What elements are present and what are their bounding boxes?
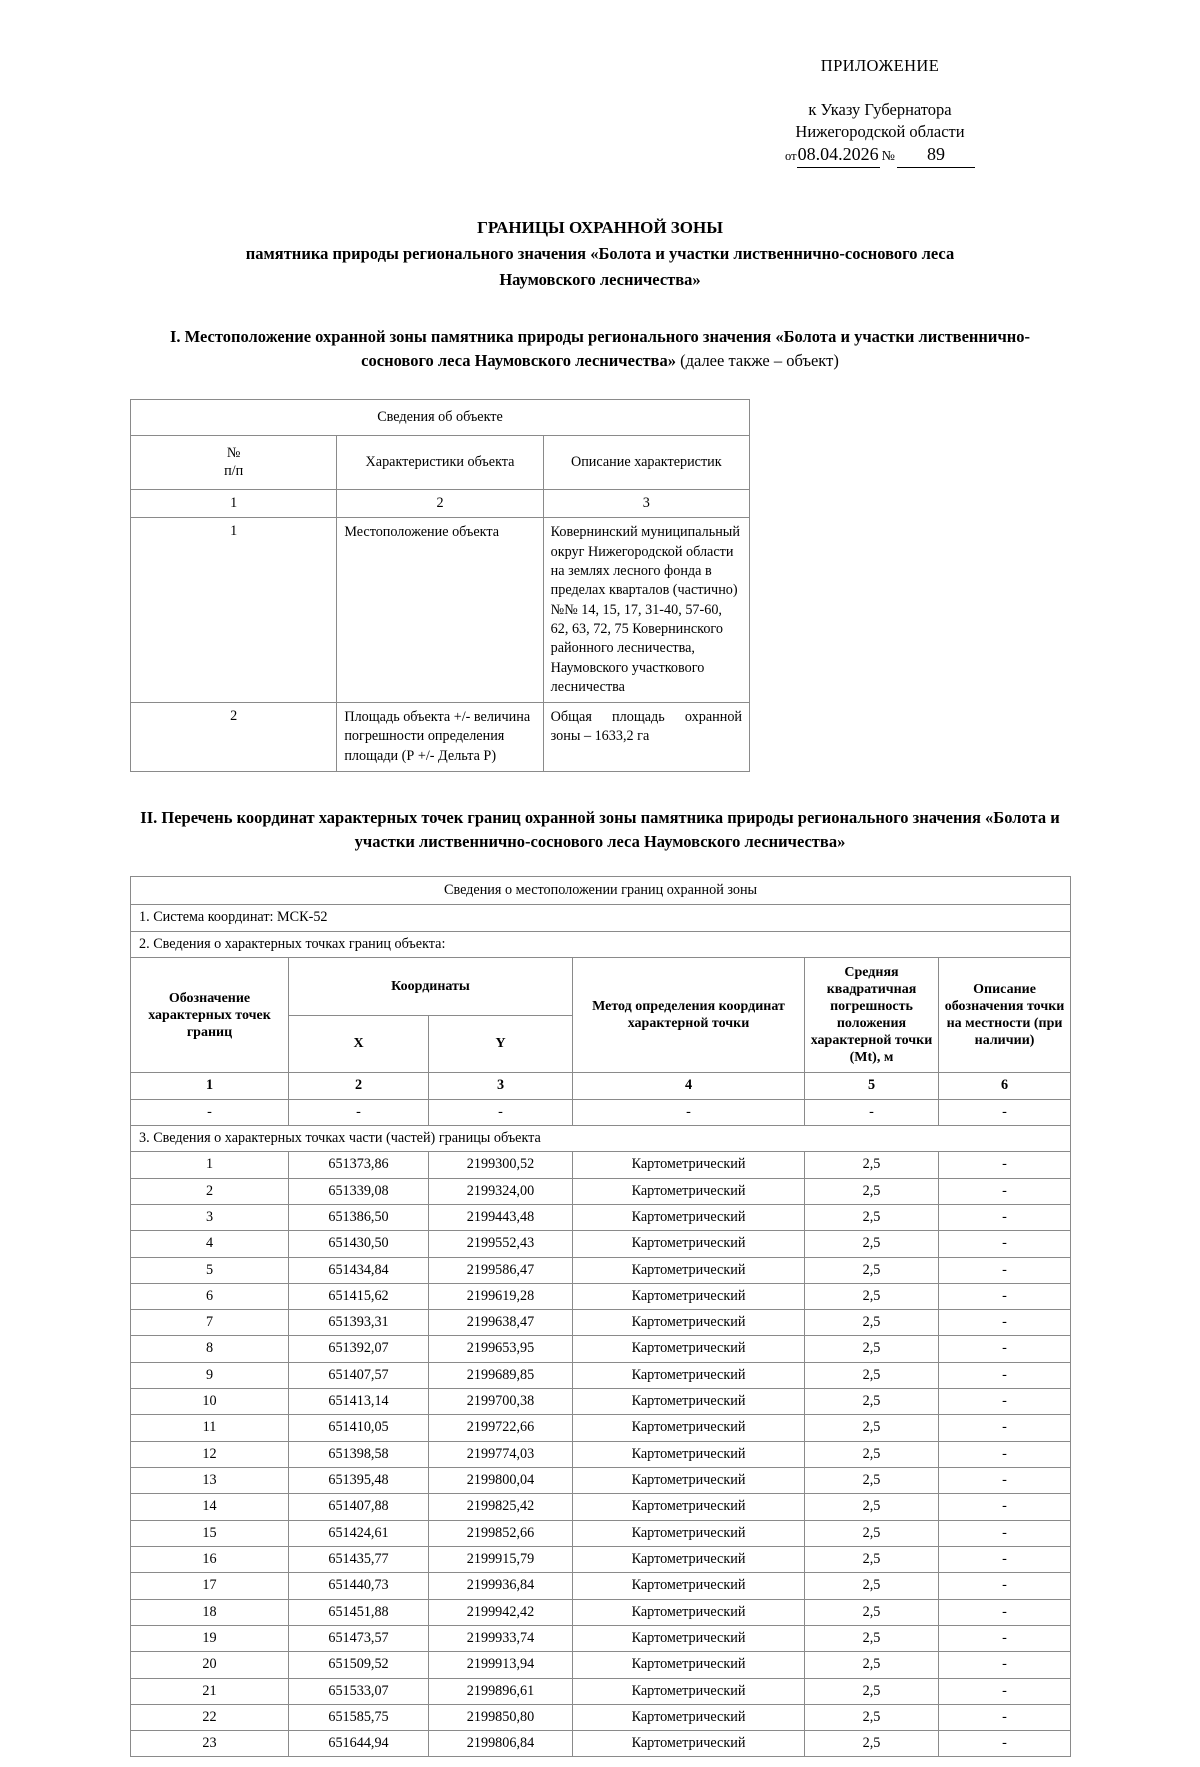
error-value: 2,5: [805, 1204, 939, 1230]
header-description: Описание характеристик: [543, 435, 749, 490]
coord-y: 2199722,66: [429, 1415, 573, 1441]
table-row: [131, 1415, 1071, 1441]
onsite-description: -: [939, 1468, 1071, 1494]
table-row-subcaption-1: [131, 905, 1071, 931]
method: Картометрический: [573, 1178, 805, 1204]
coord-x: 651393,31: [289, 1310, 429, 1336]
header-coordinates: Координаты: [289, 957, 573, 1015]
error-value: 2,5: [805, 1599, 939, 1625]
coordinate-system-line: 1. Система координат: МСК-52: [131, 905, 1071, 931]
coord-x: 651424,61: [289, 1520, 429, 1546]
colnum-2: 2: [289, 1073, 429, 1099]
coord-x: 651373,86: [289, 1152, 429, 1178]
point-number: 17: [131, 1573, 289, 1599]
error-value: 2,5: [805, 1336, 939, 1362]
point-number: 1: [131, 1152, 289, 1178]
point-number: 4: [131, 1231, 289, 1257]
method: Картометрический: [573, 1415, 805, 1441]
empty-cell-1: -: [131, 1099, 289, 1125]
method: Картометрический: [573, 1599, 805, 1625]
point-number: 13: [131, 1468, 289, 1494]
method: Картометрический: [573, 1546, 805, 1572]
point-number: 15: [131, 1520, 289, 1546]
method: Картометрический: [573, 1257, 805, 1283]
page-subtitle-line-1: памятника природы регионального значения «Болота и участки лиственнично-соснового леса: [245, 244, 955, 264]
coord-x: 651533,07: [289, 1678, 429, 1704]
coord-y: 2199619,28: [429, 1283, 573, 1309]
coord-y: 2199689,85: [429, 1362, 573, 1388]
method: Картометрический: [573, 1678, 805, 1704]
row-2-no: 2: [131, 703, 337, 772]
coord-x: 651585,75: [289, 1704, 429, 1730]
coord-x: 651407,88: [289, 1494, 429, 1520]
point-number: 5: [131, 1257, 289, 1283]
onsite-description: -: [939, 1389, 1071, 1415]
table-row: [131, 1362, 1071, 1388]
onsite-description: -: [939, 1231, 1071, 1257]
decree-date: 08.04.2026: [797, 143, 880, 168]
point-number: 14: [131, 1494, 289, 1520]
coord-y: 2199774,03: [429, 1441, 573, 1467]
coord-x: 651398,58: [289, 1441, 429, 1467]
table-row: [131, 1573, 1071, 1599]
table-row-header: [131, 435, 750, 490]
error-value: 2,5: [805, 1257, 939, 1283]
empty-cell-3: -: [429, 1099, 573, 1125]
table-row-empty: [131, 1099, 1071, 1125]
table-row: [131, 1389, 1071, 1415]
colnum-2: 2: [337, 490, 543, 518]
table-row: [131, 518, 750, 703]
table-row-caption: [131, 399, 750, 435]
page-subtitle-line-2: Наумовского лесничества»: [499, 269, 701, 289]
point-number: 10: [131, 1389, 289, 1415]
table-row: [131, 1336, 1071, 1362]
header-characteristic: Характеристики объекта: [337, 435, 543, 490]
object-info-table: [130, 399, 750, 772]
coord-x: 651430,50: [289, 1231, 429, 1257]
table-row: [131, 1468, 1071, 1494]
table-row: [131, 1731, 1071, 1757]
point-number: 19: [131, 1625, 289, 1651]
table-row: [131, 1546, 1071, 1572]
onsite-description: -: [939, 1678, 1071, 1704]
onsite-description: -: [939, 1336, 1071, 1362]
method: Картометрический: [573, 1389, 805, 1415]
onsite-description: -: [939, 1652, 1071, 1678]
table-row: [131, 1283, 1071, 1309]
point-number: 8: [131, 1336, 289, 1362]
error-value: 2,5: [805, 1152, 939, 1178]
onsite-description: -: [939, 1204, 1071, 1230]
colnum-4: 4: [573, 1073, 805, 1099]
colnum-1: 1: [131, 1073, 289, 1099]
table-row: [131, 1652, 1071, 1678]
table-row: [131, 1704, 1071, 1730]
coord-y: 2199913,94: [429, 1652, 573, 1678]
table-row: [131, 1599, 1071, 1625]
error-value: 2,5: [805, 1573, 939, 1599]
header-no: [131, 435, 337, 490]
error-value: 2,5: [805, 1441, 939, 1467]
header-no-line2: п/п: [224, 462, 244, 479]
method: Картометрический: [573, 1204, 805, 1230]
coord-x: 651451,88: [289, 1599, 429, 1625]
error-value: 2,5: [805, 1546, 939, 1572]
section-1-heading-plain: (далее также – объект): [680, 350, 839, 370]
coord-y: 2199850,80: [429, 1704, 573, 1730]
table-row: [131, 1625, 1071, 1651]
empty-cell-6: -: [939, 1099, 1071, 1125]
table-row: [131, 1441, 1071, 1467]
table-row: [131, 1520, 1071, 1546]
error-value: 2,5: [805, 1652, 939, 1678]
coord-y: 2199300,52: [429, 1152, 573, 1178]
onsite-description: -: [939, 1152, 1071, 1178]
coord-x: 651407,57: [289, 1362, 429, 1388]
coord-y: 2199324,00: [429, 1178, 573, 1204]
coord-x: 651434,84: [289, 1257, 429, 1283]
coordinates-table: [130, 876, 1071, 1758]
point-number: 7: [131, 1310, 289, 1336]
table-row-subcaption-3: [131, 1125, 1071, 1151]
coord-y: 2199915,79: [429, 1546, 573, 1572]
header-onsite-description: Описание обозначения точки на местности (при наличии): [939, 957, 1071, 1072]
coord-y: 2199896,61: [429, 1678, 573, 1704]
error-value: 2,5: [805, 1389, 939, 1415]
table-row-column-numbers: [131, 490, 750, 518]
row-1-characteristic: Местоположение объекта: [337, 518, 543, 703]
coord-y: 2199800,04: [429, 1468, 573, 1494]
method: Картометрический: [573, 1625, 805, 1651]
coord-x: 651509,52: [289, 1652, 429, 1678]
coord-x: 651413,14: [289, 1389, 429, 1415]
onsite-description: -: [939, 1546, 1071, 1572]
number-sign: №: [881, 149, 895, 165]
section-2-heading: II. Перечень координат характерных точек границ охранной зоны памятника природы регионального значения «Болота и участки лиственнично-соснового леса Наумовского лесничества»: [140, 808, 1060, 852]
header-no-line1: №: [226, 444, 241, 461]
point-number: 18: [131, 1599, 289, 1625]
decree-number: 89: [897, 143, 975, 168]
error-value: 2,5: [805, 1310, 939, 1336]
table-row: [131, 1494, 1071, 1520]
row-1-no: 1: [131, 518, 337, 703]
method: Картометрический: [573, 1704, 805, 1730]
method: Картометрический: [573, 1362, 805, 1388]
decree-line-1: к Указу Губернатора: [808, 99, 952, 119]
coord-y: 2199552,43: [429, 1231, 573, 1257]
method: Картометрический: [573, 1520, 805, 1546]
method: Картометрический: [573, 1731, 805, 1757]
method: Картометрический: [573, 1494, 805, 1520]
coord-x: 651392,07: [289, 1336, 429, 1362]
table-row-subcaption-2: [131, 931, 1071, 957]
error-value: 2,5: [805, 1231, 939, 1257]
error-value: 2,5: [805, 1468, 939, 1494]
coord-y: 2199806,84: [429, 1731, 573, 1757]
empty-cell-2: -: [289, 1099, 429, 1125]
header-method: Метод определения координат характерной точки: [573, 957, 805, 1072]
row-2-characteristic: Площадь объекта +/- величина погрешности определения площади (Р +/- Дельта Р): [337, 703, 543, 772]
table-row: [131, 1204, 1071, 1230]
coord-y: 2199638,47: [429, 1310, 573, 1336]
table-row-column-numbers: [131, 1073, 1071, 1099]
colnum-5: 5: [805, 1073, 939, 1099]
empty-cell-5: -: [805, 1099, 939, 1125]
coord-y: 2199936,84: [429, 1573, 573, 1599]
table-row: [131, 1152, 1071, 1178]
onsite-description: -: [939, 1704, 1071, 1730]
method: Картометрический: [573, 1573, 805, 1599]
point-number: 22: [131, 1704, 289, 1730]
coord-y: 2199700,38: [429, 1389, 573, 1415]
points-info-line: 2. Сведения о характерных точках границ объекта:: [131, 931, 1071, 957]
header-y: Y: [429, 1015, 573, 1073]
point-number: 21: [131, 1678, 289, 1704]
coord-y: 2199443,48: [429, 1204, 573, 1230]
coord-x: 651435,77: [289, 1546, 429, 1572]
header-x: X: [289, 1015, 429, 1073]
onsite-description: -: [939, 1625, 1071, 1651]
table-row: [131, 703, 750, 772]
error-value: 2,5: [805, 1178, 939, 1204]
error-value: 2,5: [805, 1494, 939, 1520]
section-1-heading: [130, 325, 1070, 373]
point-number: 2: [131, 1178, 289, 1204]
decree-line-2: Нижегородской области: [795, 121, 965, 141]
point-number: 6: [131, 1283, 289, 1309]
method: Картометрический: [573, 1152, 805, 1178]
error-value: 2,5: [805, 1283, 939, 1309]
point-number: 16: [131, 1546, 289, 1572]
object-info-caption: Сведения об объекте: [131, 399, 750, 435]
table-row-caption: [131, 876, 1071, 904]
row-2-description: Общая площадь охранной зоны – 1633,2 га: [543, 703, 749, 772]
point-number: 3: [131, 1204, 289, 1230]
onsite-description: -: [939, 1310, 1071, 1336]
method: Картометрический: [573, 1310, 805, 1336]
coord-y: 2199942,42: [429, 1599, 573, 1625]
table-row: [131, 1178, 1071, 1204]
appendix-header: [690, 55, 1070, 168]
point-number: 12: [131, 1441, 289, 1467]
method: Картометрический: [573, 1441, 805, 1467]
method: Картометрический: [573, 1468, 805, 1494]
onsite-description: -: [939, 1441, 1071, 1467]
onsite-description: -: [939, 1494, 1071, 1520]
onsite-description: -: [939, 1257, 1071, 1283]
table-row: [131, 1257, 1071, 1283]
appendix-label: ПРИЛОЖЕНИЕ: [820, 56, 940, 75]
method: Картометрический: [573, 1652, 805, 1678]
colnum-6: 6: [939, 1073, 1071, 1099]
onsite-description: -: [939, 1573, 1071, 1599]
coord-y: 2199586,47: [429, 1257, 573, 1283]
header-error: Средняя квадратичная погрешность положения характерной точки (Мt), м: [805, 957, 939, 1072]
empty-cell-4: -: [573, 1099, 805, 1125]
table-row: [131, 1678, 1071, 1704]
colnum-3: 3: [543, 490, 749, 518]
colnum-1: 1: [131, 490, 337, 518]
error-value: 2,5: [805, 1415, 939, 1441]
method: Картометрический: [573, 1231, 805, 1257]
point-number: 9: [131, 1362, 289, 1388]
coord-x: 651644,94: [289, 1731, 429, 1757]
error-value: 2,5: [805, 1704, 939, 1730]
error-value: 2,5: [805, 1520, 939, 1546]
decree-date-row: [690, 143, 1070, 168]
header-point-designation: Обозначение характерных точек границ: [131, 957, 289, 1072]
coordinates-rows-body: [131, 1152, 1071, 1757]
table-row-header-top: [131, 957, 1071, 1015]
onsite-description: -: [939, 1362, 1071, 1388]
coord-x: 651339,08: [289, 1178, 429, 1204]
section-1-heading-bold: I. Местоположение охранной зоны памятника природы регионального значения «Болота и участки лиственнично-соснового леса Наумовского лесничества»: [170, 327, 1030, 370]
coord-x: 651395,48: [289, 1468, 429, 1494]
coord-y: 2199933,74: [429, 1625, 573, 1651]
point-number: 11: [131, 1415, 289, 1441]
coordinates-caption: Сведения о местоположении границ охранной зоны: [131, 876, 1071, 904]
method: Картометрический: [573, 1283, 805, 1309]
onsite-description: -: [939, 1178, 1071, 1204]
page-title: ГРАНИЦЫ ОХРАННОЙ ЗОНЫ: [477, 218, 723, 238]
coord-x: 651386,50: [289, 1204, 429, 1230]
onsite-description: -: [939, 1283, 1071, 1309]
row-1-description: Ковернинский муниципальный округ Нижегородской области на землях лесного фонда в пределах кварталов (частично) №№ 14, 15, 17, 31-40, 57-60, 62, 63, 72, 75 Ковернинского районного лесничества, Наумовского участкового лесничества: [543, 518, 749, 703]
table-row: [131, 1231, 1071, 1257]
coord-y: 2199852,66: [429, 1520, 573, 1546]
coord-y: 2199653,95: [429, 1336, 573, 1362]
error-value: 2,5: [805, 1678, 939, 1704]
onsite-description: -: [939, 1415, 1071, 1441]
error-value: 2,5: [805, 1731, 939, 1757]
table-row: [131, 1310, 1071, 1336]
onsite-description: -: [939, 1731, 1071, 1757]
point-number: 23: [131, 1731, 289, 1757]
onsite-description: -: [939, 1520, 1071, 1546]
error-value: 2,5: [805, 1362, 939, 1388]
ot-label: от: [785, 149, 797, 164]
part-points-info-line: 3. Сведения о характерных точках части (частей) границы объекта: [131, 1125, 1071, 1151]
coord-x: 651473,57: [289, 1625, 429, 1651]
coord-x: 651415,62: [289, 1283, 429, 1309]
method: Картометрический: [573, 1336, 805, 1362]
coord-y: 2199825,42: [429, 1494, 573, 1520]
coord-x: 651410,05: [289, 1415, 429, 1441]
error-value: 2,5: [805, 1625, 939, 1651]
point-number: 20: [131, 1652, 289, 1678]
onsite-description: -: [939, 1599, 1071, 1625]
colnum-3: 3: [429, 1073, 573, 1099]
coord-x: 651440,73: [289, 1573, 429, 1599]
